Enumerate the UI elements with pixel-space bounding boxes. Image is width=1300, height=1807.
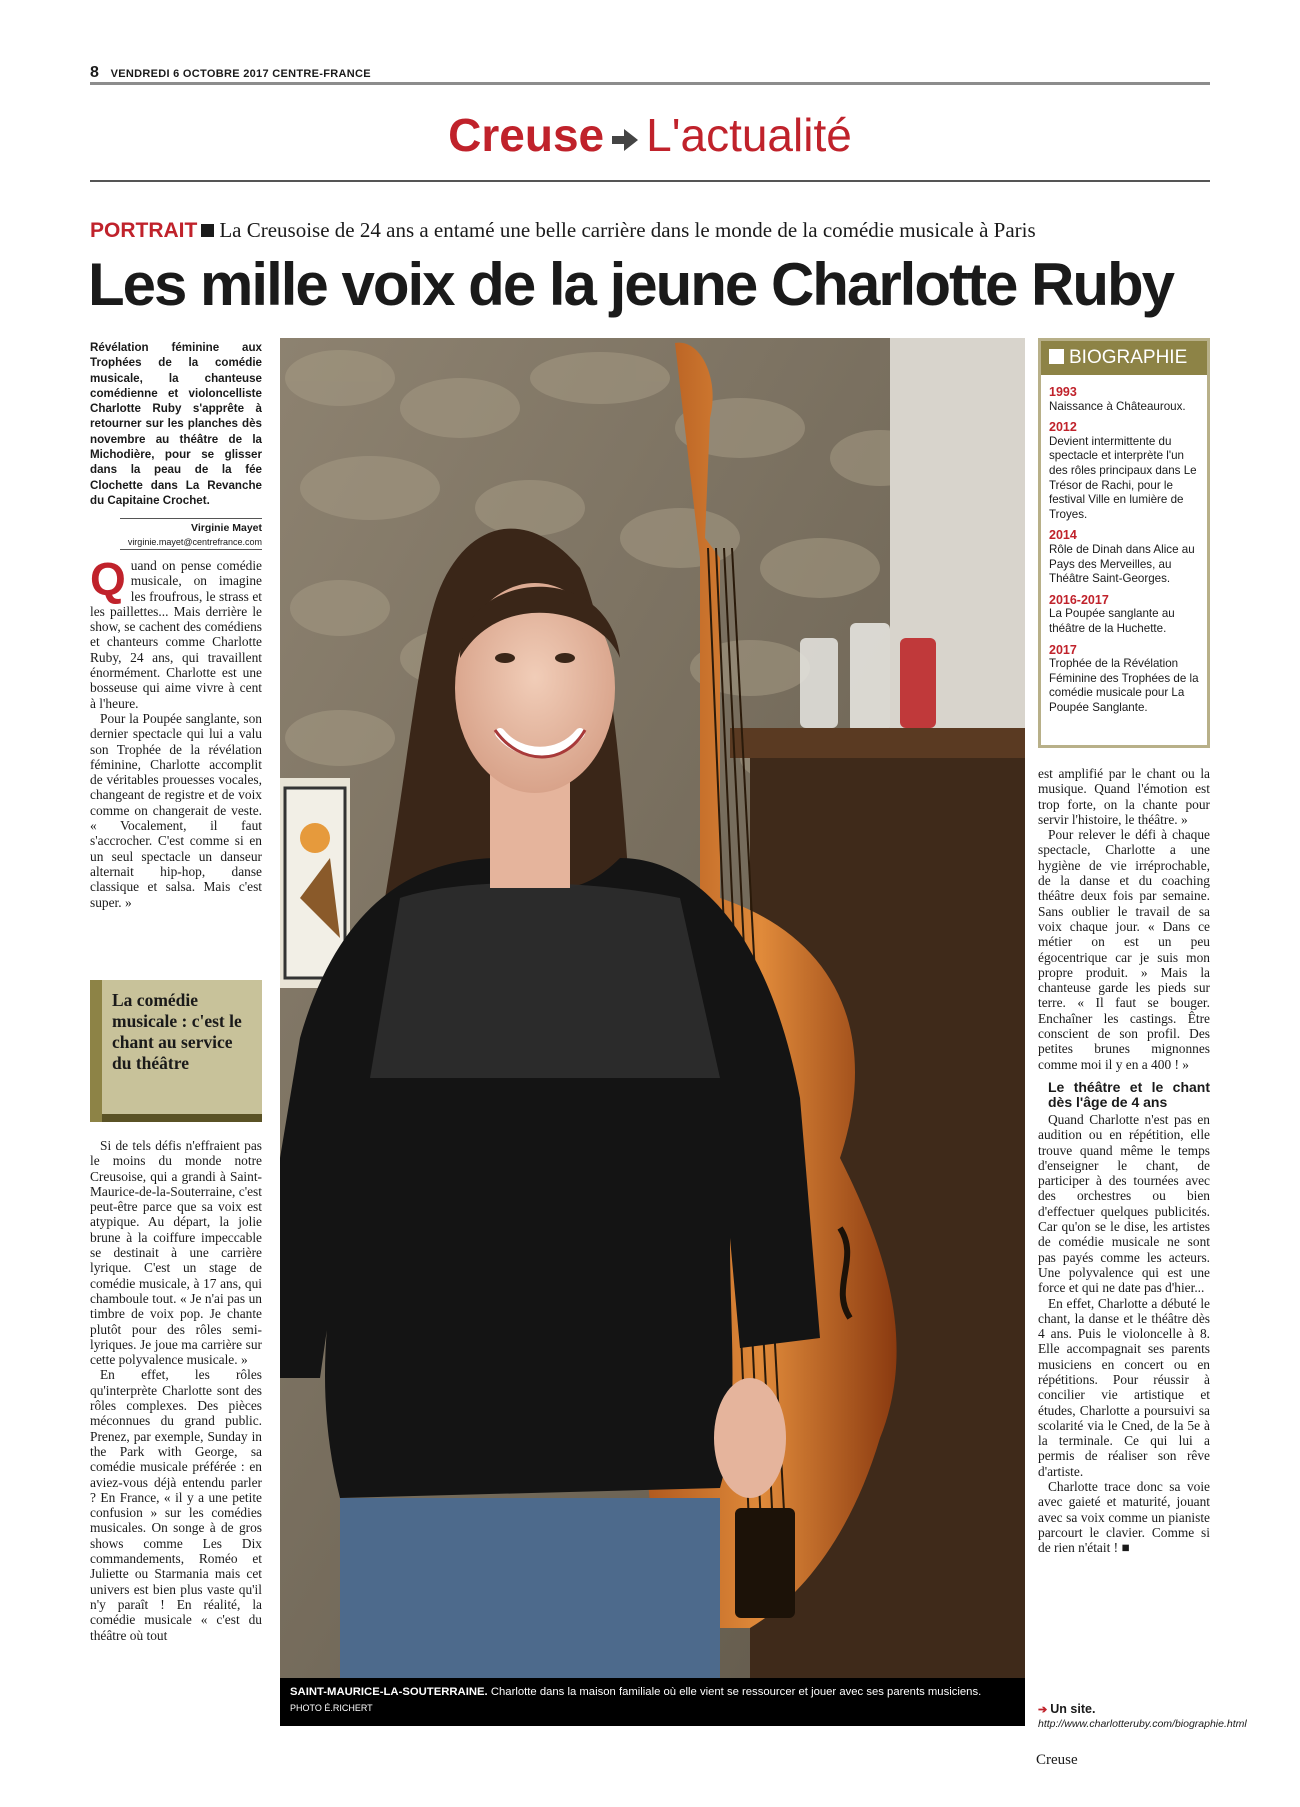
section-rule [90, 180, 1210, 182]
arrow-right-icon: ➔ [1038, 1704, 1048, 1716]
pull-quote-text: La comédie musicale : c'est le chant au service du théâtre [112, 990, 242, 1073]
byline-rule [120, 518, 262, 519]
biography-text: Naissance à Châteauroux. [1049, 399, 1186, 413]
biography-year: 2014 [1049, 528, 1077, 543]
paragraph: Si de tels défis n'effraient pas le moins du monde notre Creusoise, qui a grandi à Saint-Maurice-de-la-Souterraine, c'est peut-être parce que sa voix est atypique. Au départ, la jolie brune à la coiffure impeccable se destinait à une carrière lyrique. C'est un stage de comédie musicale, à 17 ans, qui chamboule tout. « Je n'ai pas un timbre de voix pop. Je chante plutôt pour des rôles semi-lyriques. Je joue ma carrière sur cette polyvalence musicale. » [90, 1138, 262, 1368]
body-column-1-continued [90, 1138, 262, 1643]
paragraph: Charlotte trace donc sa voie avec gaieté et maturité, jouant avec sa voix comme un pianiste parcourt le clavier. Comme si de rien n'était ! ■ [1038, 1479, 1210, 1556]
biography-year: 2017 [1049, 642, 1077, 657]
biography-item [1049, 420, 1199, 522]
paragraph: est amplifié par le chant ou la musique. Quand l'émotion est trop forte, on la chante pour servir l'histoire, le théâtre. » [1038, 766, 1210, 827]
biography-year: 2016-2017 [1049, 592, 1109, 607]
article-headline: Les mille voix de la jeune Charlotte Ruby [88, 251, 1173, 318]
body-column-1 [90, 553, 262, 910]
body-column-3 [1038, 766, 1210, 1556]
section-heading [90, 108, 1210, 162]
top-rule [90, 82, 1210, 85]
page-number: 8 [90, 64, 100, 81]
biography-header [1041, 341, 1207, 375]
subsection-name: L'actualité [646, 109, 852, 161]
biography-year: 1993 [1049, 385, 1077, 399]
pull-quote-bar [102, 1114, 262, 1122]
website-link[interactable]: http://www.charlotteruby.com/biographie.html [1038, 1718, 1247, 1730]
kicker-text: La Creusoise de 24 ans a entamé une belle carrière dans le monde de la comédie musicale à Paris [219, 218, 1036, 242]
byline-rule-bottom [120, 549, 262, 550]
section-name: Creuse [448, 109, 605, 161]
biography-text: Trophée de la Révélation Féminine des Trophées de la comédie musicale pour La Poupée Sanglante. [1049, 657, 1199, 714]
kicker-label: PORTRAIT [90, 219, 198, 242]
drop-cap: Q [90, 553, 126, 605]
biography-box [1038, 338, 1210, 748]
paragraph: Pour la Poupée sanglante, son dernier spectacle qui lui a valu son Trophée de la révélation féminine, Charlotte accomplit de véritables prouesses vocales, changeant de registre et de voix comme on changerait de veste. « Vocalement, il faut s'accrocher. C'est comme si en un seul spectacle un danseur alternait hip-hop, danse classique et salsa. Mais c'est super. » [90, 710, 262, 910]
date-edition: VENDREDI 6 OCTOBRE 2017 CENTRE-FRANCE [110, 68, 371, 80]
biography-item [1049, 385, 1199, 414]
photo-caption [280, 1678, 1025, 1726]
biography-year: 2012 [1049, 420, 1077, 435]
paragraph: En effet, les rôles qu'interprète Charlotte sont des rôles complexes. Des pièces méconnues du grand public. Prenez, par exemple, Sunday in the Park with George, sa comédie musicale préférée : en aviez-vous déjà entendu parler ? En France, « il y a une petite confusion » sur les comédies musicales. On songe à de gros shows comme Les Dix commandements, Roméo et Juliette ou Starmania mais cet univers est bien plus vaste qu'il n'y paraît ! En réalité, la comédie musicale « c'est du théâtre où tout [90, 1367, 262, 1643]
paragraph: Quand Charlotte n'est pas en audition ou en répétition, elle trouve quand même le temps d'enseigner le chant, de participer à des tournées avec des orchestres ou bien d'effectuer quelques publicités. Car qu'on se le dise, les artistes de comédie musicale ne sont pas payés comme les acteurs. Une polyvalence qui est une force et qui ne date pas d'hier... [1038, 1111, 1210, 1296]
biography-item [1049, 528, 1199, 586]
portrait-photo [280, 338, 1025, 1678]
article-lead: Révélation féminine aux Trophées de la comédie musicale, la chanteuse comédienne et violoncelliste Charlotte Ruby s'apprête à retourner sur les planches dès novembre au théâtre de la Michodière, pour se glisser dans la peau de la fée Clochette dans La Revanche du Capitaine Crochet. [90, 341, 262, 507]
biography-text: Devient intermittente du spectacle et interprète l'un des rôles principaux dans Le Trésor de Rachi, pour le festival Ville en lumière de Troyes. [1049, 434, 1197, 521]
biography-title: BIOGRAPHIE [1069, 347, 1188, 368]
biography-item [1049, 643, 1199, 716]
paragraph: En effet, Charlotte a débuté le chant, la danse et le théâtre dès 4 ans. Puis le violoncelle à 8. Elle accompagnait ses parents musiciens en concert ou en répétitions. Pour réussir à concilier vie artistique et études, Charlotte a poursuivi sa scolarité via le Cned, de la 5e à la terminale. Ce qui lui a permis de réaliser son rêve d'artiste. [1038, 1295, 1210, 1479]
paragraph: uand on pense comédie musicale, on imagine les froufrous, le strass et les paillettes... Mais derrière le show, se cachent des comédiens et chanteurs comme Charlotte Ruby, 24 ans, qui travaillent énormément. Charlotte est une bosseuse qui aime vivre à cent à l'heure. [90, 558, 262, 711]
caption-location: SAINT-MAURICE-LA-SOUTERRAINE. [290, 1686, 488, 1698]
square-bullet-icon [201, 224, 214, 237]
square-icon [1049, 349, 1064, 364]
website-label: Un site. [1050, 1702, 1096, 1716]
biography-text: Rôle de Dinah dans Alice au Pays des Merveilles, au Théâtre Saint-Georges. [1049, 542, 1195, 586]
pull-quote [90, 980, 262, 1122]
biography-item [1049, 593, 1199, 637]
arrow-right-icon [610, 110, 640, 136]
paragraph: Pour relever le défi à chaque spectacle, Charlotte a une hygiène de vie irréprochable, de la danse et du coaching théâtre deux fois par semaine. Sans oublier le travail de sa voix chaque jour. « Dans ce métier on est un peu égocentrique car je suis mon propre produit. » Mais la chanteuse garde les pieds sur terre. « Il faut se bouger. Enchaîner les castings. Être conscient de son profil. Des petites brunes mignonnes comme moi il y en a 400 ! » [1038, 827, 1210, 1072]
biography-text: La Poupée sanglante au théâtre de la Huchette. [1049, 607, 1175, 635]
biography-list [1041, 375, 1207, 715]
author-name: Virginie Mayet [191, 522, 262, 534]
author-email[interactable]: virginie.mayet@centrefrance.com [127, 537, 262, 547]
website-note [1038, 1702, 1247, 1731]
photo-credit: PHOTO É.RICHERT [290, 1703, 373, 1713]
article-kicker [90, 218, 1036, 243]
page-footer-section: Creuse [1036, 1752, 1078, 1768]
page-folio [90, 64, 371, 82]
caption-text: Charlotte dans la maison familiale où elle vient se ressourcer et jouer avec ses parents musiciens. [490, 1686, 982, 1698]
intertitle: Le théâtre et le chant dès l'âge de 4 ans [1048, 1078, 1210, 1110]
